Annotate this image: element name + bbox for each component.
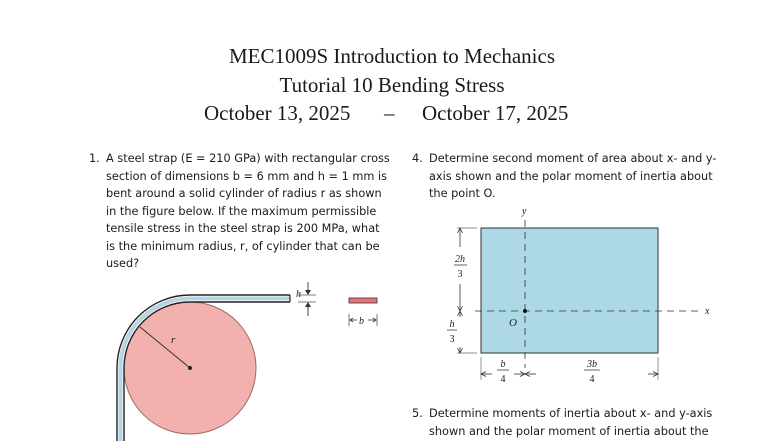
strap-cylinder-figure: [100, 280, 400, 441]
question-line: A steel strap (E = 210 GPa) with rectangular cross: [106, 152, 390, 165]
h-arrowhead-top: [305, 290, 311, 295]
bot-frac-den: 3: [449, 334, 455, 345]
h-label: h: [296, 289, 301, 300]
question-number: 1.: [89, 152, 100, 165]
question-line: bent around a solid cylinder of radius r as shown: [106, 187, 382, 200]
question-number: 4.: [412, 152, 423, 165]
center-point: [188, 366, 192, 370]
question-line: section of dimensions b = 6 mm and h = 1 mm is: [106, 169, 388, 183]
shaded-rectangle: [481, 228, 658, 353]
rectangle-inertia-figure: [430, 200, 720, 395]
question-line: in the figure below. If the maximum permissible: [106, 204, 377, 218]
question-line: Determine moments of inertia about x- and y-axis: [429, 407, 713, 420]
x-axis-label: x: [705, 306, 710, 317]
origin-point: [523, 309, 527, 313]
question-text: [429, 405, 712, 440]
origin-label: O: [509, 317, 517, 329]
date-dash: –: [384, 101, 395, 125]
strap-cross-section: [349, 298, 377, 303]
question-line: tensile stress in the steel strap is 200 MPa, what: [106, 222, 380, 235]
h-arrowhead-bottom: [305, 302, 311, 307]
top-frac-num: 2h: [455, 254, 465, 265]
question-line: used?: [106, 257, 140, 270]
top-frac-den: 3: [457, 269, 463, 280]
course-title: MEC1009S Introduction to Mechanics: [228, 44, 556, 68]
right-frac-num: 3b: [587, 359, 597, 370]
question-text: [429, 150, 716, 203]
right-frac-den: 4: [589, 374, 595, 385]
bot-frac-num: h: [449, 319, 455, 330]
question-line: is the minimum radius, r, of cylinder that can be: [106, 239, 380, 253]
question-line: Determine second moment of area about x- and y-: [429, 152, 717, 165]
date-start: October 13, 2025: [204, 101, 351, 125]
question-number: 5.: [412, 407, 423, 420]
question-line: the point O.: [429, 187, 496, 200]
b-label: b: [359, 316, 364, 327]
question-line: axis shown and the polar moment of inertia about: [429, 169, 713, 183]
question-text: [106, 150, 390, 273]
left-frac-den: 4: [500, 374, 506, 385]
question-line: shown and the polar moment of inertia about the: [429, 424, 709, 438]
question-1: [89, 150, 399, 280]
left-frac-num: b: [500, 359, 506, 370]
tutorial-title: Tutorial 10 Bending Stress: [279, 73, 505, 97]
question-5: [412, 405, 732, 441]
r-label: r: [171, 334, 176, 346]
date-end: October 17, 2025: [422, 101, 569, 125]
y-axis-label: y: [522, 206, 527, 217]
